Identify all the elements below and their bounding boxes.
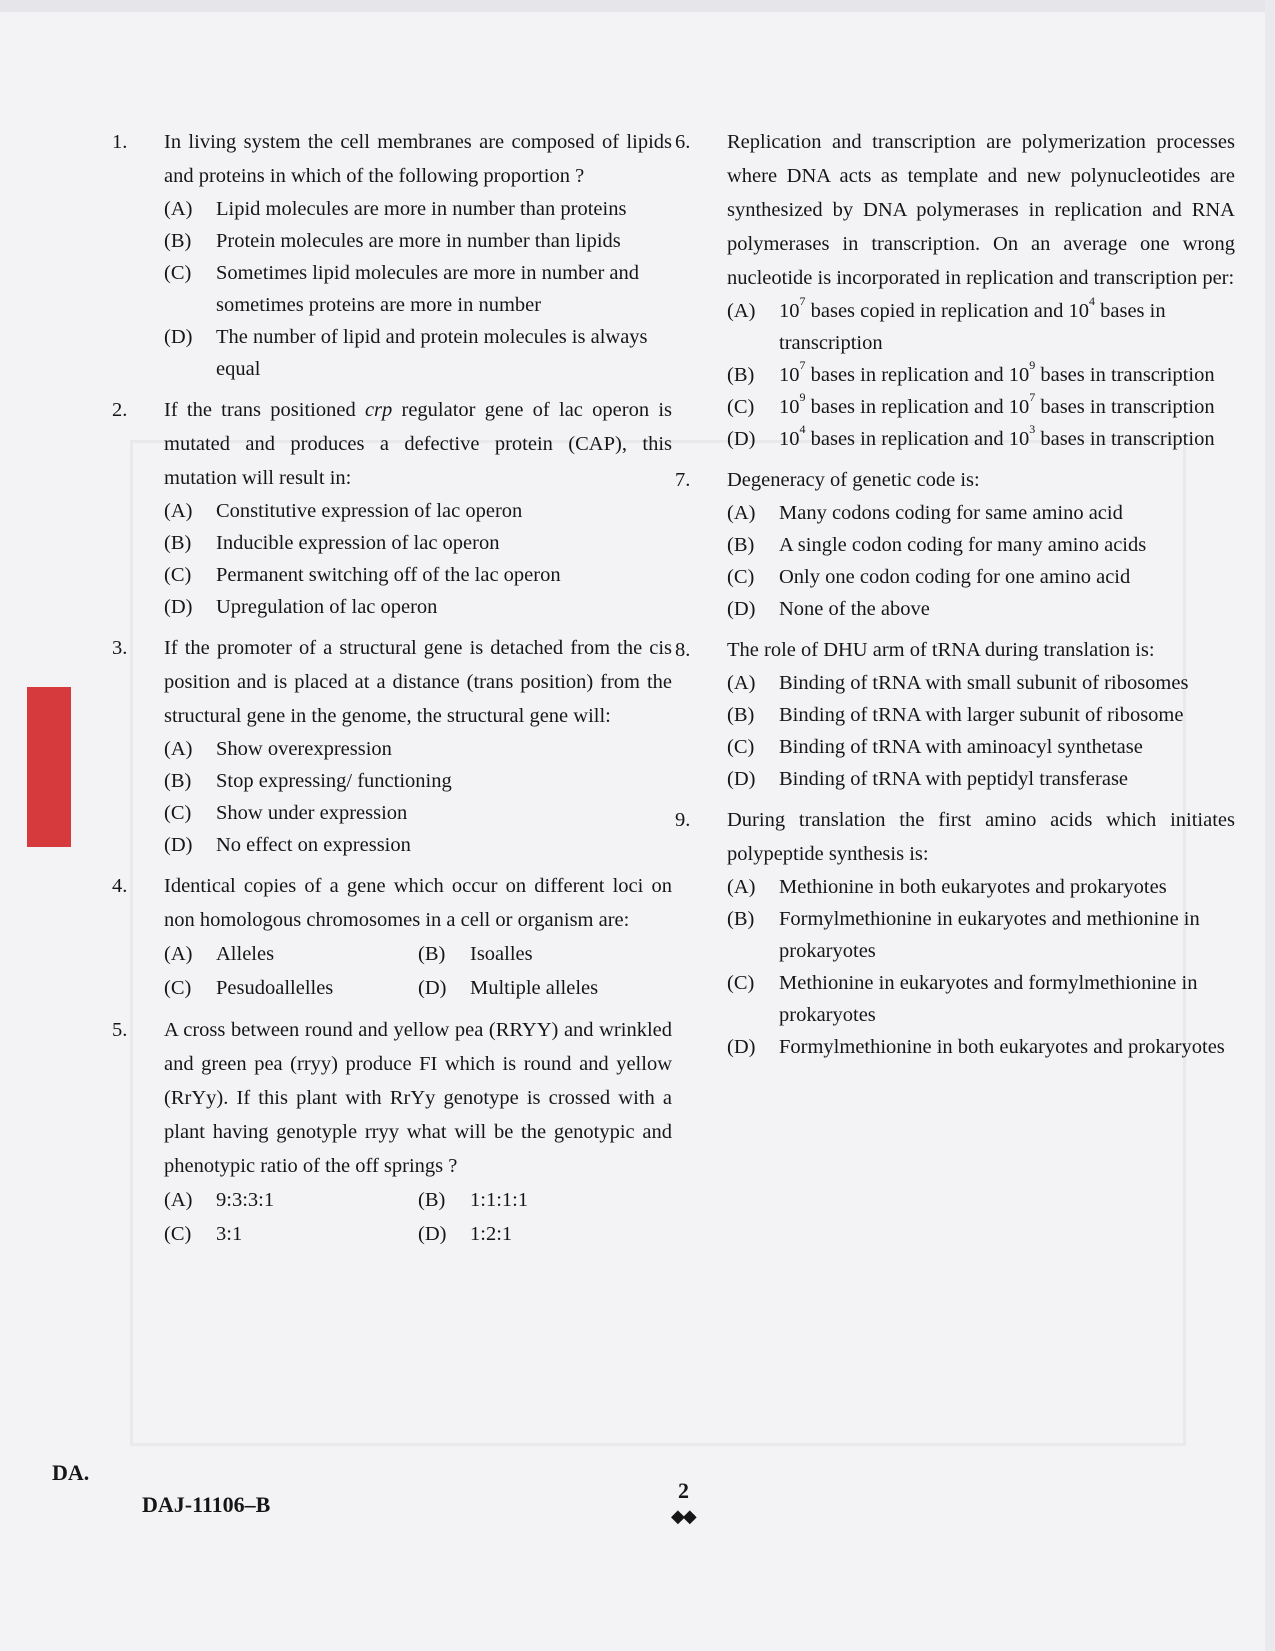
question-number: 1. — [112, 131, 128, 153]
option-text: None of the above — [779, 598, 930, 620]
option — [164, 733, 672, 765]
option-text: $10^4$ bases in replication and $10^3$ bases in transcription — [779, 422, 1215, 450]
option — [164, 495, 672, 527]
option-label: (C) — [164, 262, 192, 284]
option — [727, 423, 1235, 455]
question-2 — [112, 393, 672, 623]
option-label: (D) — [164, 326, 193, 348]
option-label: (C) — [727, 396, 755, 418]
option — [164, 527, 672, 559]
option — [164, 257, 672, 321]
scan-edge — [0, 0, 1275, 12]
option-text: $10^7$ bases in replication and $10^9$ bases in transcription — [779, 358, 1215, 386]
option-text: $10^9$ bases in replication and $10^7$ bases in transcription — [779, 390, 1215, 418]
option — [727, 731, 1235, 763]
option-text: Only one codon coding for one amino acid — [779, 566, 1131, 588]
option-text: Binding of tRNA with aminoacyl synthetase — [779, 736, 1143, 758]
question-text: Replication and transcription are polymerization processes where DNA acts as template and new polynucleotides are synthesized by DNA polymerases in replication and RNA polymerases in transcription. On an average one wrong nucleotide is incorporated in replication and transcription per: — [727, 131, 1235, 289]
option — [418, 1183, 672, 1217]
option-label: (A) — [727, 876, 756, 898]
option-label: (A) — [727, 672, 756, 694]
option-text: 1:2:1 — [470, 1223, 513, 1245]
option-label: (C) — [164, 564, 192, 586]
right-column — [675, 125, 1235, 1071]
option — [727, 967, 1235, 1031]
question-text: Identical copies of a gene which occur on different loci on non homologous chromosomes in a cell or organism are: — [164, 875, 672, 931]
option-label: (D) — [164, 834, 193, 856]
option-label: (B) — [727, 908, 755, 930]
option — [164, 225, 672, 257]
option-row — [164, 937, 672, 971]
option-label: (B) — [727, 704, 755, 726]
option-label: (B) — [418, 1189, 446, 1211]
option-text: Stop expressing/ functioning — [216, 770, 452, 792]
option-label: (D) — [727, 428, 756, 450]
option-text: Permanent switching off of the lac operon — [216, 564, 561, 586]
booklet-code: DAJ-11106–B — [142, 1492, 271, 1517]
option-label: (A) — [164, 198, 193, 220]
option — [164, 797, 672, 829]
option — [727, 871, 1235, 903]
option-text: Binding of tRNA with small subunit of ribosomes — [779, 672, 1189, 694]
question-number: 5. — [112, 1019, 128, 1041]
option-text: Isoalles — [470, 943, 533, 965]
option — [727, 529, 1235, 561]
question-4 — [112, 869, 672, 1005]
option-text: Formylmethionine in eukaryotes and methionine in prokaryotes — [779, 908, 1200, 962]
left-column — [112, 125, 672, 1259]
option — [164, 937, 418, 971]
option-label: (A) — [727, 502, 756, 524]
question-text: Degeneracy of genetic code is: — [727, 469, 980, 491]
option-label: (D) — [418, 1223, 447, 1245]
option-label: (B) — [164, 230, 192, 252]
option — [727, 561, 1235, 593]
margin-code: DA. — [52, 1460, 90, 1485]
option-label: (D) — [418, 977, 447, 999]
question-7 — [675, 463, 1235, 625]
option — [727, 763, 1235, 795]
option-label: (B) — [164, 532, 192, 554]
option — [164, 829, 672, 861]
option — [164, 971, 418, 1005]
option-label: (D) — [727, 768, 756, 790]
option-label: (B) — [418, 943, 446, 965]
option — [727, 295, 1235, 359]
option-label: (A) — [164, 500, 193, 522]
option — [727, 903, 1235, 967]
option — [164, 591, 672, 623]
red-tab-marker — [27, 687, 71, 847]
option — [164, 1183, 418, 1217]
question-number: 7. — [675, 469, 691, 491]
question-text: If the promoter of a structural gene is detached from the cis position and is placed at a distance (trans position) from the structural gene in the genome, the structural gene will: — [164, 637, 672, 727]
option — [418, 1217, 672, 1251]
option-row — [164, 1183, 672, 1217]
option-text: Sometimes lipid molecules are more in number and sometimes proteins are more in number — [216, 262, 639, 316]
question-number: 9. — [675, 809, 691, 831]
option — [727, 1031, 1235, 1063]
option-text: $10^7$ bases copied in replication and $10^4$ bases in transcription — [779, 294, 1166, 354]
option-text: Show overexpression — [216, 738, 392, 760]
option-label: (B) — [727, 364, 755, 386]
option-label: (C) — [727, 566, 755, 588]
option — [418, 971, 672, 1005]
option — [164, 559, 672, 591]
option-text: Alleles — [216, 943, 275, 965]
option-text: 9:3:3:1 — [216, 1189, 275, 1211]
option-row — [164, 1217, 672, 1251]
option-label: (A) — [727, 300, 756, 322]
option-text: Show under expression — [216, 802, 408, 824]
option — [164, 765, 672, 797]
question-text: During translation the first amino acids which initiates polypeptide synthesis is: — [727, 809, 1235, 865]
option-text: Inducible expression of lac operon — [216, 532, 500, 554]
option — [418, 937, 672, 971]
option-label: (D) — [727, 1036, 756, 1058]
option-label: (D) — [164, 596, 193, 618]
option-text: Binding of tRNA with larger subunit of ribosome — [779, 704, 1184, 726]
question-text: A cross between round and yellow pea (RRYY) and wrinkled and green pea (rryy) produce FI which is round and yellow (RrYy). If this plant with RrYy genotype is crossed with a plant having genotyple rryy what will be the genotypic and phenotypic ratio of the off springs ? — [164, 1019, 672, 1177]
gene-name: crp — [364, 399, 393, 421]
option-text: Formylmethionine in both eukaryotes and prokaryotes — [779, 1036, 1225, 1058]
question-number: 3. — [112, 637, 128, 659]
option-text: Constitutive expression of lac operon — [216, 500, 523, 522]
option-label: (B) — [727, 534, 755, 556]
option-label: (B) — [164, 770, 192, 792]
option-label: (C) — [727, 972, 755, 994]
option-text: A single codon coding for many amino acids — [779, 534, 1147, 556]
option — [727, 359, 1235, 391]
option-text: 3:1 — [216, 1223, 243, 1245]
option — [727, 667, 1235, 699]
question-6 — [675, 125, 1235, 455]
option-label: (C) — [727, 736, 755, 758]
option-label: (A) — [164, 738, 193, 760]
question-text: The role of DHU arm of tRNA during translation is: — [727, 639, 1155, 661]
option-text: Protein molecules are more in number than lipids — [216, 230, 621, 252]
question-5 — [112, 1013, 672, 1251]
page-number: 2 — [678, 1478, 689, 1503]
question-text: If the trans positioned crp regulator gene of lac operon is mutated and produces a defective protein (CAP), this mutation will result in: — [164, 399, 672, 489]
option-label: (D) — [727, 598, 756, 620]
option-label: (A) — [164, 943, 193, 965]
option-text: Lipid molecules are more in number than proteins — [216, 198, 627, 220]
question-1 — [112, 125, 672, 385]
option — [727, 497, 1235, 529]
question-number: 4. — [112, 875, 128, 897]
option-label: (C) — [164, 802, 192, 824]
option — [164, 321, 672, 385]
option — [727, 699, 1235, 731]
question-number: 6. — [675, 131, 691, 153]
question-text: In living system the cell membranes are composed of lipids and proteins in which of the following proportion ? — [164, 131, 672, 187]
option-text: Methionine in eukaryotes and formylmethionine in prokaryotes — [779, 972, 1198, 1026]
option-text: Binding of tRNA with peptidyl transferase — [779, 768, 1129, 790]
option-text: Many codons coding for same amino acid — [779, 502, 1123, 524]
option — [164, 1217, 418, 1251]
option-label: (C) — [164, 977, 192, 999]
option-row — [164, 971, 672, 1005]
option-label: (C) — [164, 1223, 192, 1245]
option-text: Upregulation of lac operon — [216, 596, 438, 618]
option-text: 1:1:1:1 — [470, 1189, 529, 1211]
question-3 — [112, 631, 672, 861]
option-label: (A) — [164, 1189, 193, 1211]
question-9 — [675, 803, 1235, 1063]
option — [727, 593, 1235, 625]
option — [164, 193, 672, 225]
question-8 — [675, 633, 1235, 795]
option-text: Pesudoallelles — [216, 977, 334, 999]
question-number: 2. — [112, 399, 128, 421]
diamond-ornament-icon: ◆◆ — [671, 1506, 695, 1526]
option-text: Multiple alleles — [470, 977, 599, 999]
question-number: 8. — [675, 639, 691, 661]
option — [727, 391, 1235, 423]
option-text: No effect on expression — [216, 834, 411, 856]
scan-edge-right — [1265, 0, 1275, 1651]
option-text: The number of lipid and protein molecules is always equal — [216, 326, 648, 380]
option-text: Methionine in both eukaryotes and prokaryotes — [779, 876, 1167, 898]
